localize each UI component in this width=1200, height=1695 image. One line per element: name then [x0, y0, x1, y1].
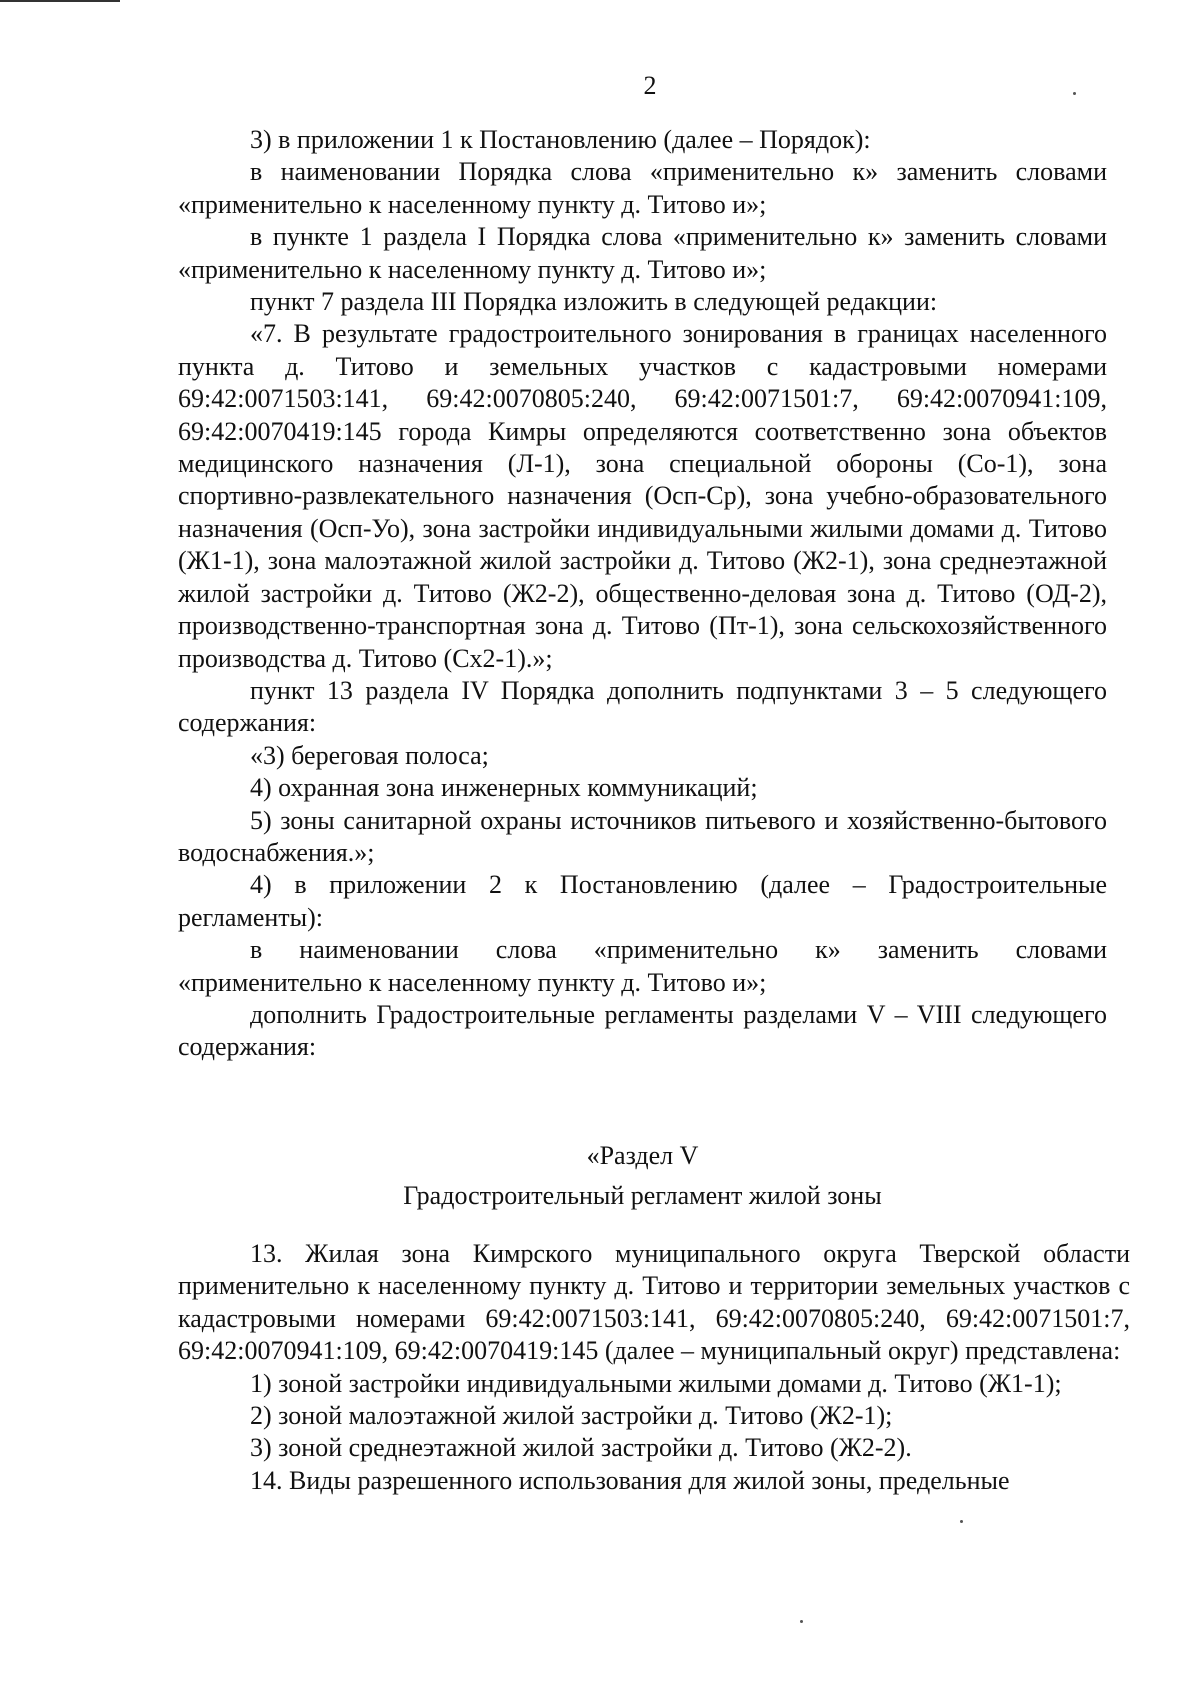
- paragraph: 3) в приложении 1 к Постановлению (далее – Порядок):: [250, 125, 871, 154]
- page-number: 2: [643, 71, 657, 100]
- section-subtitle: Градостроительный регламент жилой зоны: [403, 1181, 882, 1210]
- paragraph: 1) зоной застройки индивидуальными жилыми домами д. Титово (Ж1-1);: [250, 1368, 1062, 1398]
- scan-speck: [960, 1520, 963, 1523]
- paragraph: пункт 13 раздела IV Порядка дополнить подпунктами 3 – 5 следующего содержания:: [178, 675, 1107, 738]
- paragraph: 4) в приложении 2 к Постановлению (далее – Градостроительные регламенты):: [178, 870, 1107, 932]
- paragraph: 2) зоной малоэтажной жилой застройки д. Титово (Ж2-1);: [250, 1401, 893, 1431]
- section-title: «Раздел V: [586, 1141, 699, 1170]
- paragraph: 3) зоной среднеэтажной жилой застройки д. Титово (Ж2-2).: [250, 1433, 912, 1463]
- scan-speck: [1073, 92, 1076, 95]
- scan-speck: [800, 1620, 803, 1623]
- section-heading: [178, 1136, 1107, 1216]
- scan-edge-line: [0, 0, 120, 2]
- paragraph: 4) охранная зона инженерных коммуникаций;: [250, 773, 758, 803]
- paragraph: 5) зоны санитарной охраны источников питьевого и хозяйственно-бытового водоснабжения.»;: [178, 805, 1107, 867]
- paragraph: дополнить Градостроительные регламенты разделами V – VIII следующего содержания:: [178, 999, 1107, 1062]
- paragraph: «3) береговая полоса;: [250, 740, 489, 770]
- paragraph: в наименовании слова «применительно к» заменить словами «применительно к населенному пункту д. Титово и»;: [178, 935, 1107, 997]
- document-body: [178, 124, 1107, 1064]
- section-body: [178, 1238, 1130, 1497]
- page-number-container: [0, 70, 1200, 102]
- paragraph: «7. В результате градостроительного зонирования в границах населенного пункта д. Титово и земельных участков с кадастровыми номерами 69:42:0071503:141, 69:42:0070805:240, 69:42:0071501:7, 69:42:0070941:109, 69:42:0070419:145 города Кимры определяются соответственно зона объектов медицинского назначения (Л-1), зона специальной обороны (Со-1), зона спортивно-развлекательного назначения (Осп-Ср), зона учебно-образовательного назначения (Осп-Уо), зона застройки индивидуальными жилыми домами д. Титово (Ж1-1), зона малоэтажной жилой застройки д. Титово (Ж2-1), зона среднеэтажной жилой застройки д. Титово (Ж2-2), общественно-деловая зона д. Титово (ОД-2), производственно-транспортная зона д. Титово (Пт-1), зона сельскохозяйственного производства д. Титово (Сх2-1).»;: [178, 319, 1107, 673]
- paragraph: пункт 7 раздела III Порядка изложить в следующей редакции:: [250, 287, 938, 317]
- paragraph: в наименовании Порядка слова «применительно к» заменить словами «применительно к населенному пункту д. Титово и»;: [178, 157, 1107, 219]
- paragraph: 13. Жилая зона Кимрского муниципального округа Тверской области применительно к населенному пункту д. Титово и территории земельных участков с кадастровыми номерами 69:42:0071503:141, 69:42:0070805:240, 69:42:0071501:7, 69:42:0070941:109, 69:42:0070419:145 (далее – муниципальный округ) представлена:: [178, 1239, 1130, 1366]
- paragraph: 14. Виды разрешенного использования для жилой зоны, предельные: [250, 1465, 1010, 1495]
- paragraph: в пункте 1 раздела I Порядка слова «применительно к» заменить словами «применительно к населенному пункту д. Титово и»;: [178, 222, 1107, 284]
